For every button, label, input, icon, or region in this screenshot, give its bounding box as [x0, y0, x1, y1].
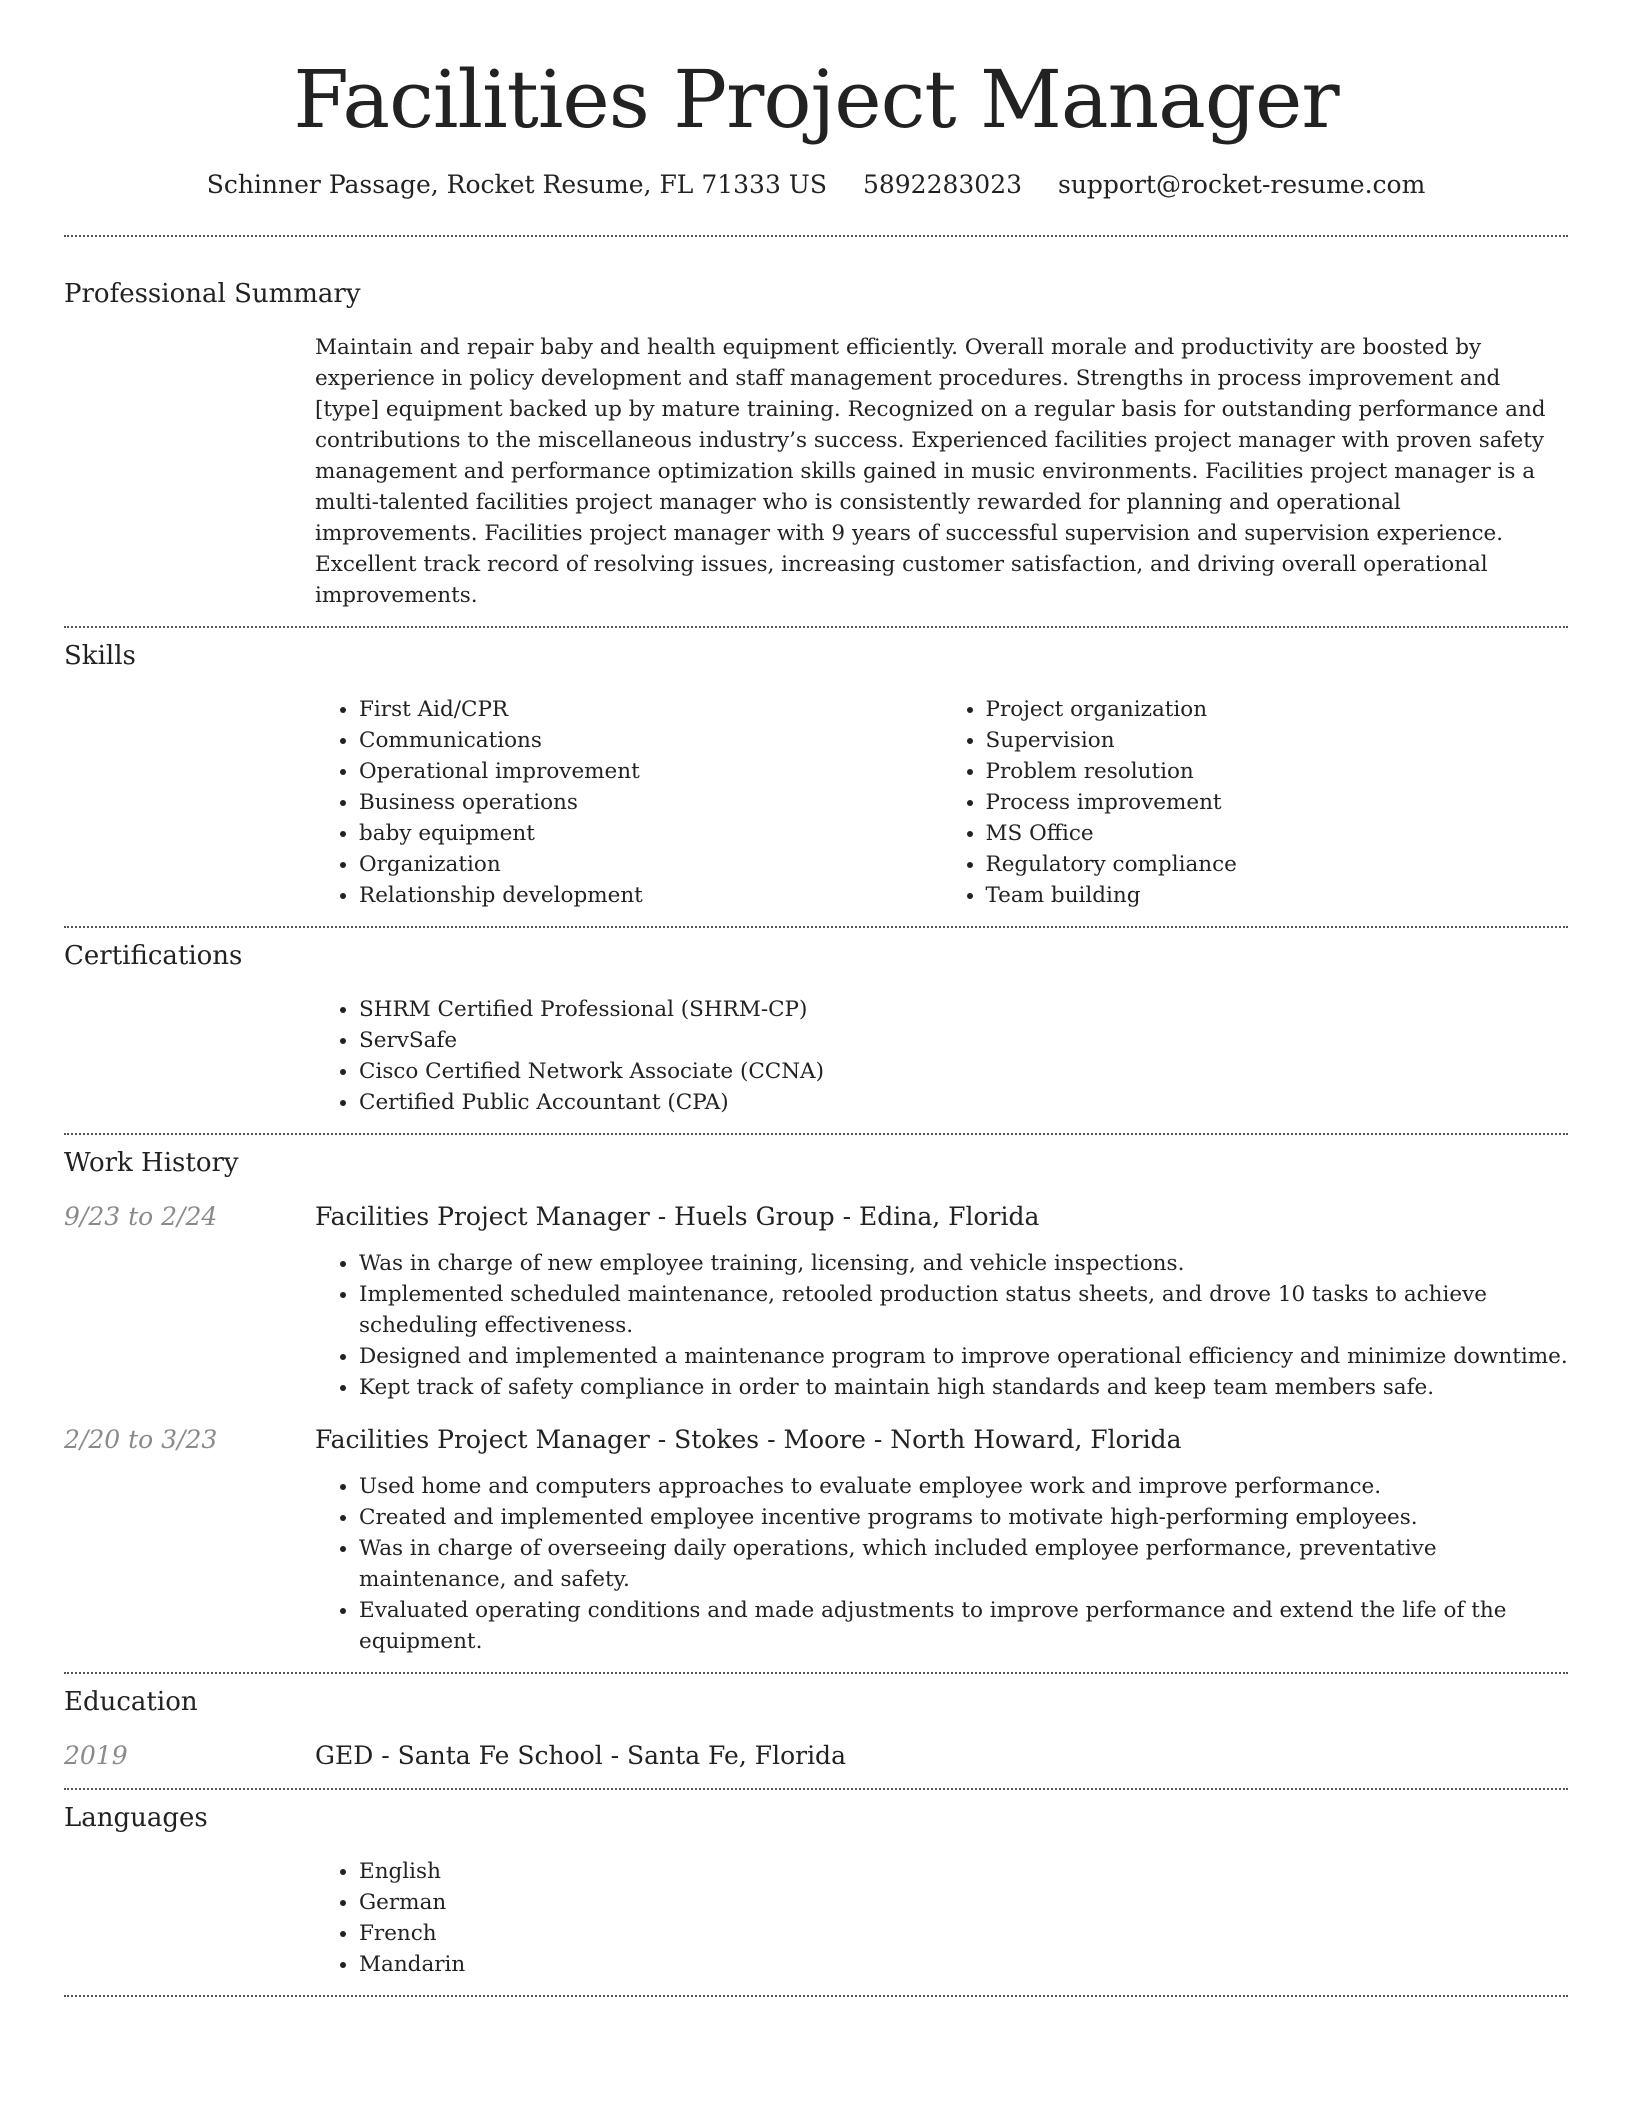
section-title-education: Education	[64, 1687, 198, 1717]
list-item: • Project organization	[986, 694, 1569, 725]
list-item: • Was in charge of overseeing daily operations, which included employee performance, preventative maintenance, and safety.	[359, 1533, 1568, 1595]
list-item: • Operational improvement	[359, 756, 942, 787]
list-item: • Was in charge of new employee training, licensing, and vehicle inspections.	[359, 1248, 1568, 1279]
job-title: Facilities Project Manager - Stokes - Moore - North Howard, Florida	[315, 1425, 1182, 1454]
education-year: 2019	[64, 1741, 128, 1770]
skills-list-left	[315, 694, 942, 911]
list-item: • Designed and implemented a maintenance program to improve operational efficiency and minimize downtime.	[359, 1341, 1568, 1372]
job-entry	[64, 1423, 1568, 1657]
list-item: • Kept track of safety compliance in order to maintain high standards and keep team members safe.	[359, 1372, 1568, 1403]
list-item: • Problem resolution	[986, 756, 1569, 787]
section-title-certifications: Certifications	[64, 941, 243, 971]
list-item: • Evaluated operating conditions and made adjustments to improve performance and extend the life of the equipment.	[359, 1595, 1568, 1657]
divider	[64, 1995, 1568, 1997]
contact-email: support@rocket-resume.com	[1057, 170, 1426, 199]
list-item: • Certified Public Accountant (CPA)	[359, 1087, 1568, 1118]
divider	[64, 626, 1568, 628]
divider	[64, 235, 1568, 237]
divider	[64, 1672, 1568, 1674]
list-item: • Implemented scheduled maintenance, retooled production status sheets, and drove 10 tasks to achieve scheduling effectiveness.	[359, 1279, 1568, 1341]
list-item: • Supervision	[986, 725, 1569, 756]
contact-address: Schinner Passage, Rocket Resume, FL 71333 US	[206, 170, 828, 199]
list-item: • Regulatory compliance	[986, 849, 1569, 880]
list-item: • Process improvement	[986, 787, 1569, 818]
list-item: • Created and implemented employee incentive programs to motivate high-performing employees.	[359, 1502, 1568, 1533]
section-title-skills: Skills	[64, 641, 136, 671]
job-body	[315, 1200, 1568, 1403]
list-item: • Used home and computers approaches to evaluate employee work and improve performance.	[359, 1471, 1568, 1502]
job-entry	[64, 1200, 1568, 1403]
section-title-work: Work History	[64, 1148, 239, 1178]
list-item: • Cisco Certified Network Associate (CCNA)	[359, 1056, 1568, 1087]
skills-list-right	[942, 694, 1569, 911]
skills-grid	[315, 694, 1568, 911]
contact-phone: 5892283023	[862, 170, 1023, 199]
list-item: • MS Office	[986, 818, 1569, 849]
list-item: • Mandarin	[359, 1949, 1568, 1980]
list-item: • SHRM Certified Professional (SHRM-CP)	[359, 994, 1568, 1025]
job-dates: 2/20 to 3/23	[64, 1425, 218, 1454]
summary-block	[315, 332, 1568, 611]
list-item: • Team building	[986, 880, 1569, 911]
summary-text: Maintain and repair baby and health equipment efficiently. Overall morale and productivity are boosted by experience in policy development and staff management procedures. Strengths in process improvement and [type] equipment backed up by mature training. Recognized on a regular basis for outstanding performance and contributions to the miscellaneous industry’s success. Experienced facilities project manager with proven safety management and performance optimization skills gained in music environments. Facilities project manager is a multi-talented facilities project manager who is consistently rewarded for planning and operational improvements. Facilities project manager with 9 years of successful supervision and supervision experience. Excellent track record of resolving issues, increasing customer satisfaction, and driving overall operational improvements.	[315, 335, 1546, 608]
languages-block	[315, 1856, 1568, 1980]
resume-title: Facilities Project Manager	[293, 53, 1339, 146]
job-bullets	[315, 1471, 1568, 1657]
divider	[64, 926, 1568, 928]
languages-list	[315, 1856, 1568, 1980]
education-entry	[64, 1739, 1568, 1773]
education-title: GED - Santa Fe School - Santa Fe, Florida	[315, 1741, 846, 1770]
list-item: • Communications	[359, 725, 942, 756]
job-bullets	[315, 1248, 1568, 1403]
list-item: • baby equipment	[359, 818, 942, 849]
job-title: Facilities Project Manager - Huels Group - Edina, Florida	[315, 1202, 1040, 1231]
job-dates: 9/23 to 2/24	[64, 1202, 218, 1231]
job-body	[315, 1423, 1568, 1657]
list-item: • First Aid/CPR	[359, 694, 942, 725]
list-item: • English	[359, 1856, 1568, 1887]
contact-line	[64, 168, 1568, 202]
list-item: • ServSafe	[359, 1025, 1568, 1056]
divider	[64, 1788, 1568, 1790]
divider	[64, 1133, 1568, 1135]
section-title-summary: Professional Summary	[64, 279, 361, 309]
certifications-block	[315, 994, 1568, 1118]
list-item: • French	[359, 1918, 1568, 1949]
list-item: • Relationship development	[359, 880, 942, 911]
list-item: • Organization	[359, 849, 942, 880]
list-item: • German	[359, 1887, 1568, 1918]
list-item: • Business operations	[359, 787, 942, 818]
certifications-list	[315, 994, 1568, 1118]
section-title-languages: Languages	[64, 1803, 208, 1833]
